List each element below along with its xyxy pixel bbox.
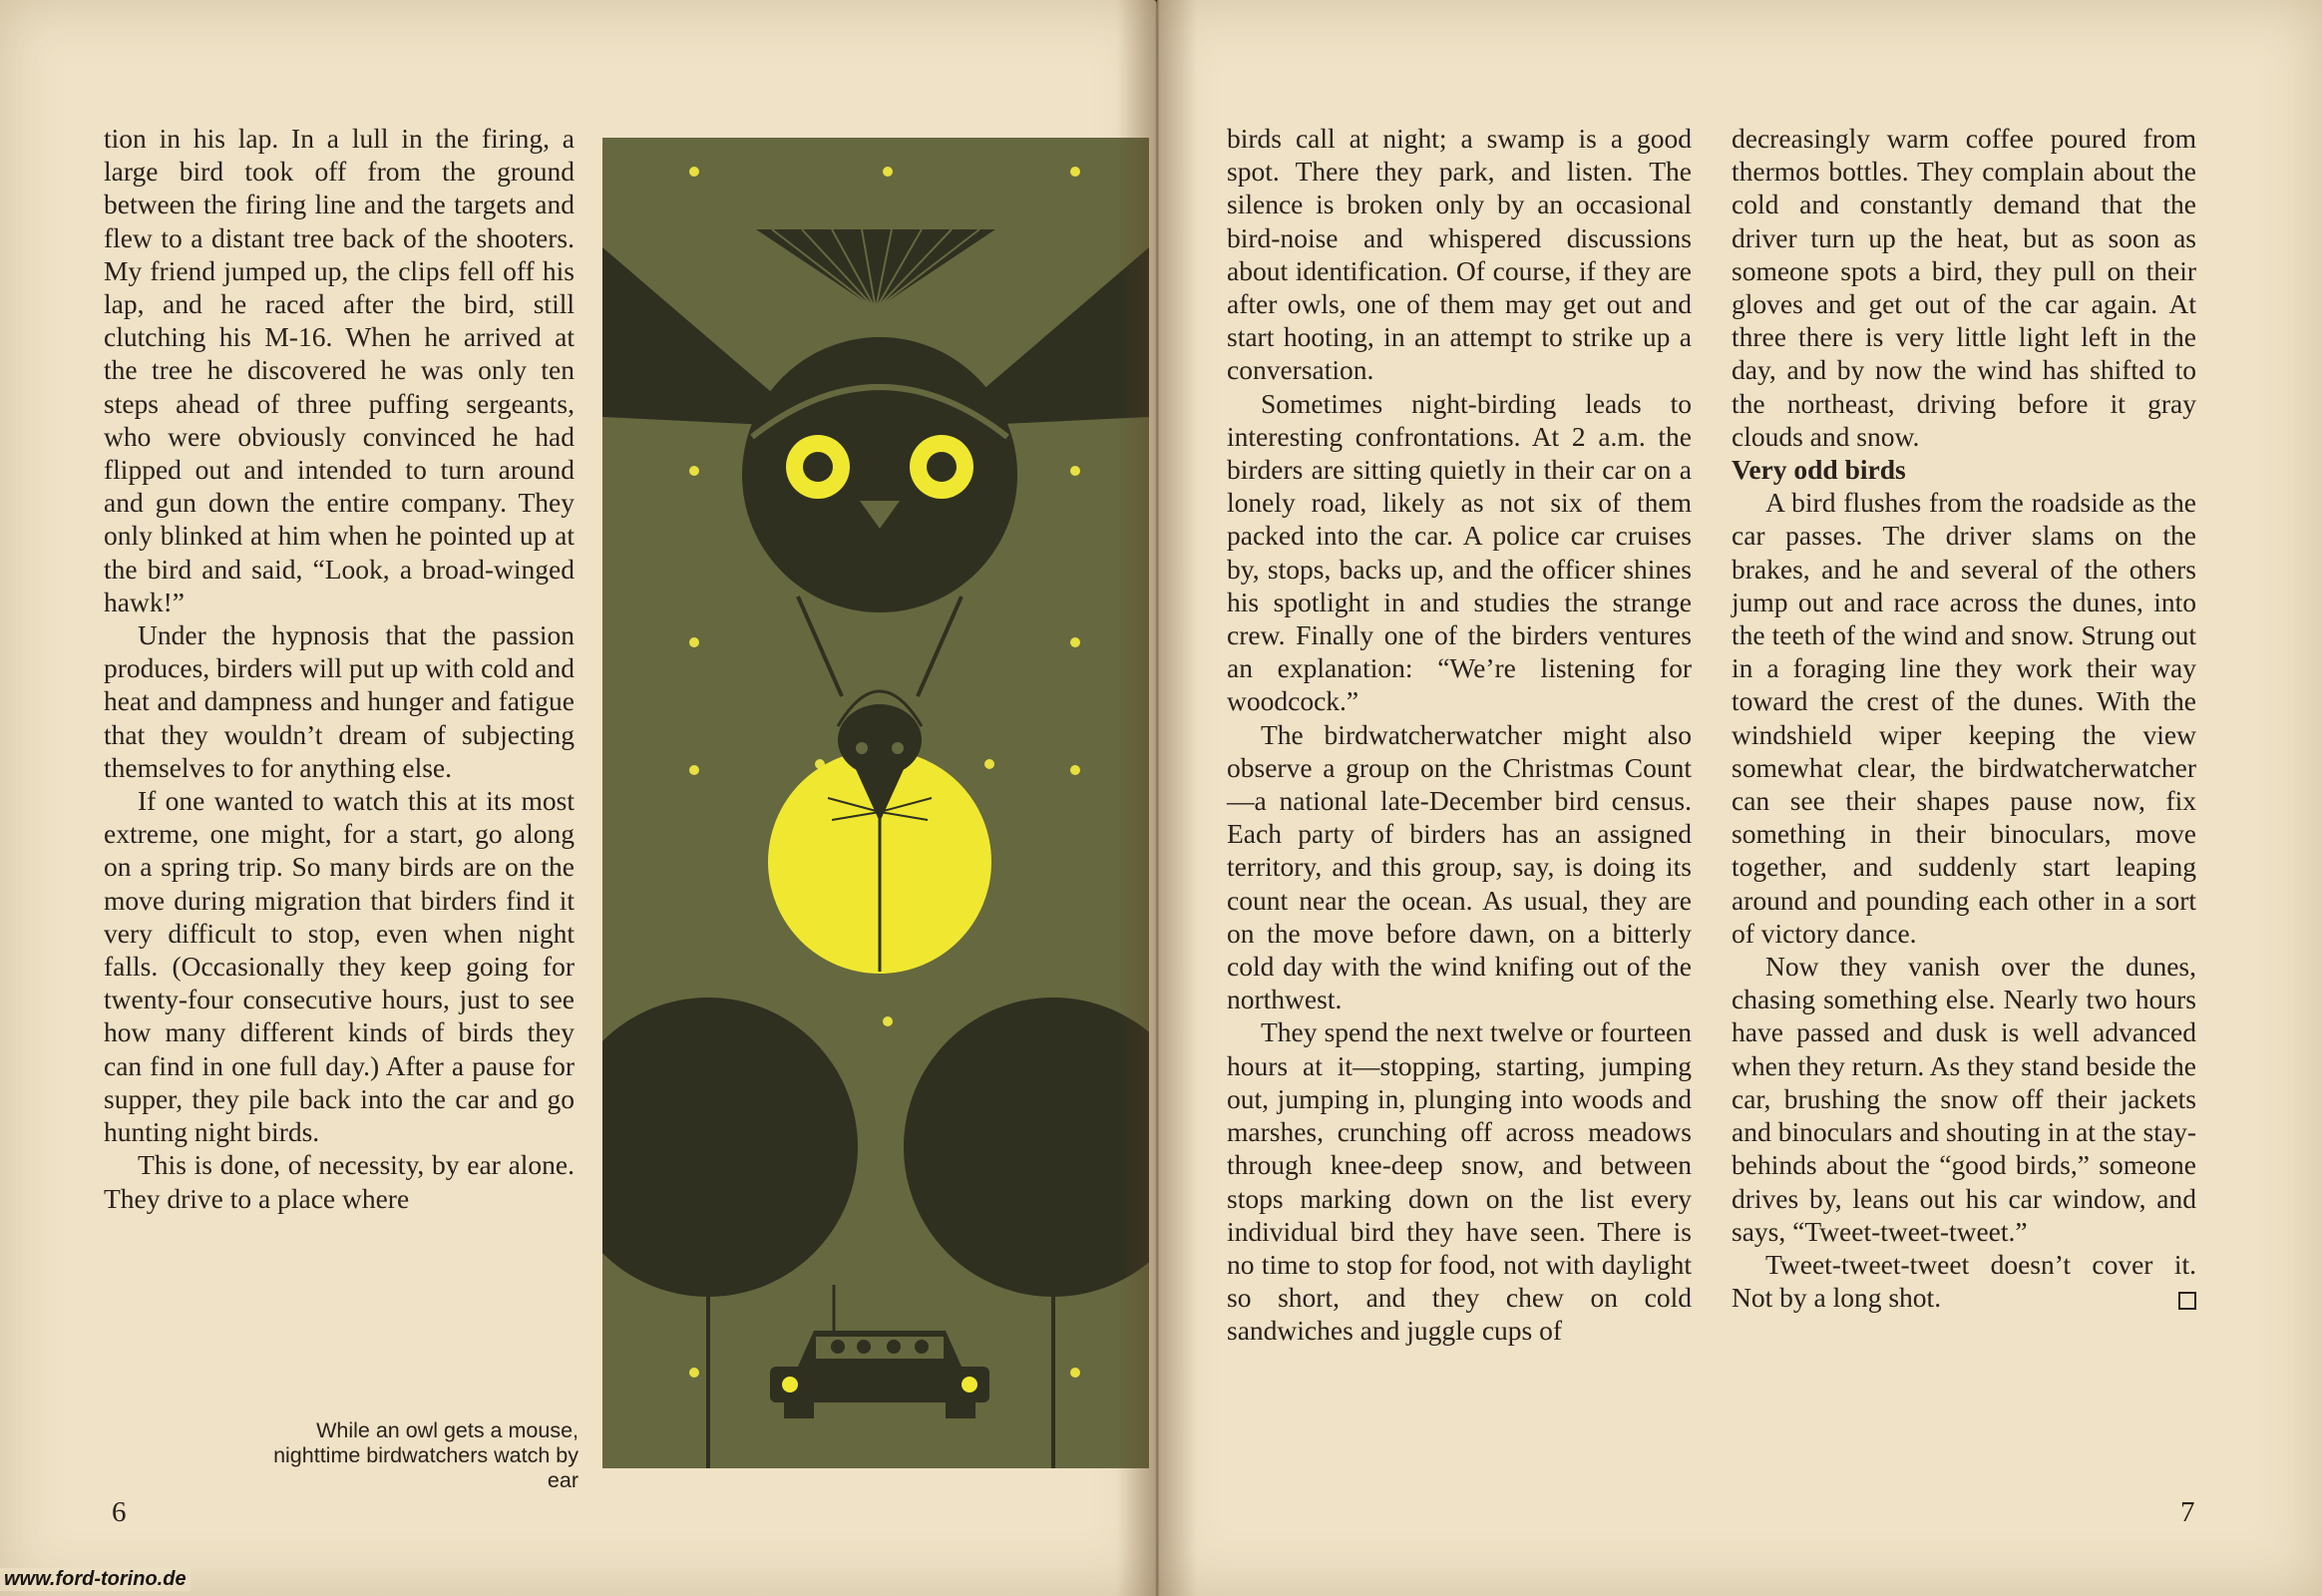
paragraph: birds call at night; a swamp is a good spot. There they park, and listen. The silence is broken only by an occasional bird-noise and whispered discussions about identification. Of course, if they are after owls, one of them may get out and start hooting, in an attempt to strike up a conversation.	[1227, 123, 1692, 386]
owl-body	[742, 337, 1017, 612]
page-number-left: 6	[112, 1496, 127, 1528]
paragraph: The birdwatcherwatcher might also observe a group on the Christmas Count—a national late-December bird census. Each party of birders has an assigned territory, and this group, say, is doing its count near the ocean. As usual, they are on the move before dawn, on a bitterly cold day with the wind knifing out of the northwest.	[1227, 718, 1692, 1015]
paragraph: Now they vanish over the dunes, chasing something else. Nearly two hours have passed and dusk is well advanced when they return. As they stand beside the car, brushing the snow off their jackets and binoculars and shouting in at the stay-behinds about the “good birds,” someone drives by, leans out his car window, and says, “Tweet-tweet-tweet.”	[1732, 951, 2196, 1247]
owl-right-eye	[910, 435, 973, 499]
paragraph: This is done, of necessity, by ear alone. They drive to a place where	[104, 1149, 575, 1214]
right-text-column-2	[1732, 122, 2196, 1314]
left-page	[0, 0, 1157, 1596]
paragraph: A bird flushes from the roadside as the car passes. The driver slams on the brakes, and he and several of the others jump out and race across the dunes, into the teeth of the wind and snow. Strung out in a foraging line they work their way toward the crest of the dunes. With the windshield wiper keeping the view somewhat clear, the birdwatcherwatcher can see their shapes pause now, fix something in their binoculars, move together, and suddenly start leaping around and pounding each other in a sort of victory dance.	[1732, 487, 2196, 949]
end-mark	[2132, 1281, 2196, 1314]
paragraph: Under the hypnosis that the passion produces, birders will put up with cold and heat and dampness and hunger and fatigue that they wouldn’t dream of subjecting themselves to for anything else.	[104, 619, 575, 783]
right-text-column-1	[1227, 122, 1692, 1348]
owl-left-eye	[786, 435, 850, 499]
source-watermark: www.ford-torino.de	[0, 1568, 191, 1591]
paragraph: If one wanted to watch this at its most extreme, one might, for a start, go along on a spring trip. So many birds are on the move during migration that birders find it very difficult to stop, even when night falls. (Occasionally they keep going for twenty-four consecutive hours, just to see how many different kinds of birds they can find in one full day.) After a pause for supper, they pile back into the car and go hunting night birds.	[104, 785, 575, 1148]
closing-paragraph	[1732, 1248, 2196, 1314]
left-text-column	[104, 122, 575, 1215]
end-mark-box-icon	[2178, 1292, 2196, 1310]
closing-text: Tweet-tweet-tweet doesn’t cover it. Not by a long shot.	[1732, 1248, 2196, 1314]
section-subhead: Very odd birds	[1732, 454, 1906, 486]
paragraph: Sometimes night-birding leads to interesting confrontations. At 2 a.m. the birders are sitting quietly in their car on a lonely road, likely as not six of them packed into the car. A police car cruises by, stops, backs up, and the officer shines his spotlight in and studies the strange crew. Finally one of the birders ventures an explanation: “We’re listening for woodcock.”	[1227, 387, 1692, 717]
owl-mouse-illustration	[602, 138, 1149, 1468]
book-gutter	[1117, 0, 1197, 1596]
paragraph: They spend the next twelve or fourteen hours at it—stopping, starting, jumping out, jumping in, plunging into woods and marshes, crunching off across meadows through knee-deep snow, and between stops marking down on the list every individual bird they have seen. There is no time to stop for food, not with daylight so short, and they chew on cold sandwiches and juggle cups of	[1227, 1016, 1692, 1347]
paragraph: decreasingly warm coffee poured from thermos bottles. They complain about the cold and constantly demand that the driver turn up the heat, but as soon as someone spots a bird, they pull on their gloves and get out of the car again. At three there is very little light left in the day, and by now the wind has shifted to the northeast, driving before it gray clouds and snow.	[1732, 123, 2196, 452]
paragraph: tion in his lap. In a lull in the firing, a large bird took off from the ground between the firing line and the targets and flew to a distant tree back of the shooters. My friend jumped up, the clips fell off his lap, and he raced after the bird, still clutching his M-16. When he arrived at the tree he discovered he was only ten steps ahead of three puffing sergeants, who were obviously convinced he had flipped out and intended to turn around and gun down the entire company. They only blinked at him when he pointed up at the bird and said, “Look, a broad-winged hawk!”	[104, 123, 575, 617]
page-number-right: 7	[2180, 1496, 2195, 1528]
illustration-caption: While an owl gets a mouse, nighttime birdwatchers watch by ear	[273, 1418, 579, 1492]
